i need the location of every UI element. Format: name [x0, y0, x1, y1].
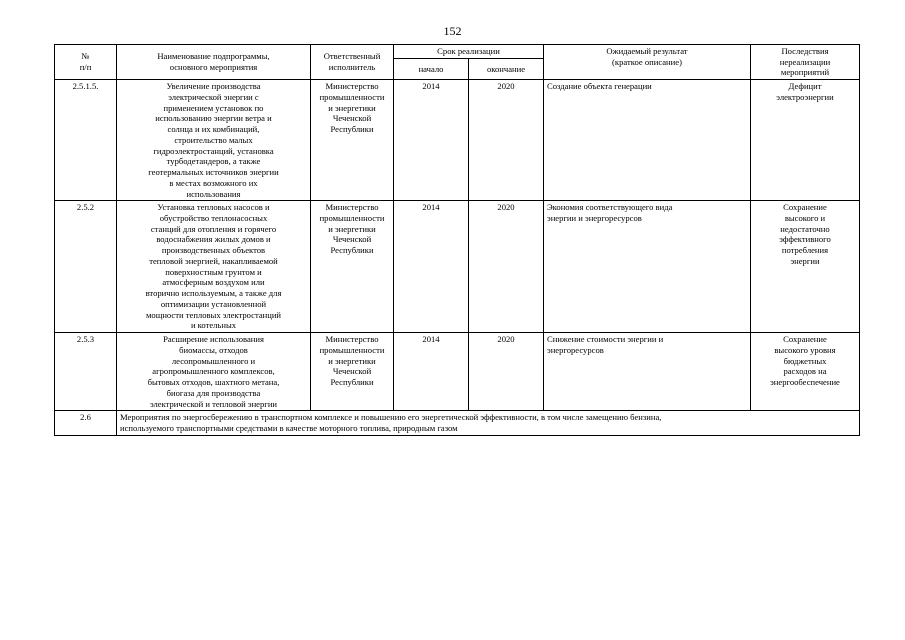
header-term: Срок реализации	[394, 45, 544, 59]
table-row	[55, 333, 860, 411]
header-name: Наименование подпрограммы, основного мероприятия	[117, 45, 311, 80]
row-end: 2020	[469, 201, 544, 333]
page-number: 152	[443, 24, 462, 38]
row-start: 2014	[394, 80, 469, 201]
header-result: Ожидаемый результат (краткое описание)	[544, 45, 751, 80]
section-row	[55, 411, 860, 435]
row-name: Расширение использования биомассы, отходов лесопромышленного и агропромышленного комплексов, бытовых отходов, шахтного метана, биогаза для производства электрической и тепловой энергии	[117, 333, 311, 411]
row-responsible: Министерство промышленности и энергетики Чеченской Республики	[311, 80, 394, 201]
row-consequences: Сохранение высокого уровня бюджетных расходов на энергообеспечение	[751, 333, 860, 411]
section-num: 2.6	[55, 411, 117, 435]
row-start: 2014	[394, 333, 469, 411]
row-start: 2014	[394, 201, 469, 333]
row-result: Создание объекта генерации	[544, 80, 751, 201]
header-end: окончание	[469, 59, 544, 80]
measures-table	[54, 44, 860, 436]
row-name: Увеличение производства электрической энергии с применением установок по использованию энергии ветра и солнца и их комбинаций, строительство малых гидроэлектростанций, установка турбодетандеров, а также геотермальных источников энергии в местах возможного их использования	[117, 80, 311, 201]
row-responsible: Министерство промышленности и энергетики Чеченской Республики	[311, 333, 394, 411]
row-consequences: Дефицит электроэнергии	[751, 80, 860, 201]
row-end: 2020	[469, 80, 544, 201]
row-end: 2020	[469, 333, 544, 411]
row-result: Снижение стоимости энергии и энергоресурсов	[544, 333, 751, 411]
header-num: № п/п	[55, 45, 117, 80]
row-result: Экономия соответствующего вида энергии и энергоресурсов	[544, 201, 751, 333]
header-row	[55, 45, 860, 59]
table-row	[55, 201, 860, 333]
header-responsible: Ответственный исполнитель	[311, 45, 394, 80]
row-num: 2.5.2	[55, 201, 117, 333]
row-responsible: Министерство промышленности и энергетики Чеченской Республики	[311, 201, 394, 333]
row-num: 2.5.1.5.	[55, 80, 117, 201]
row-consequences: Сохранение высокого и недостаточно эффективного потребления энергии	[751, 201, 860, 333]
table-row	[55, 80, 860, 201]
row-name: Установка тепловых насосов и обустройство теплонасосных станций для отопления и горячего водоснабжения жилых домов и производственных объектов тепловой энергией, накапливаемой поверхностным грунтом и атмосферным воздухом или вторично используемым, а также для оптимизации установленной мощности тепловых электростанций и котельных	[117, 201, 311, 333]
header-consequences: Последствия нереализации мероприятий	[751, 45, 860, 80]
row-num: 2.5.3	[55, 333, 117, 411]
section-text: Мероприятия по энергосбережению в транспортном комплексе и повышению его энергетической эффективности, в том числе замещению бензина, используемого транспортными средствами в качестве моторного топлива, природным газом	[117, 411, 860, 435]
header-start: начало	[394, 59, 469, 80]
